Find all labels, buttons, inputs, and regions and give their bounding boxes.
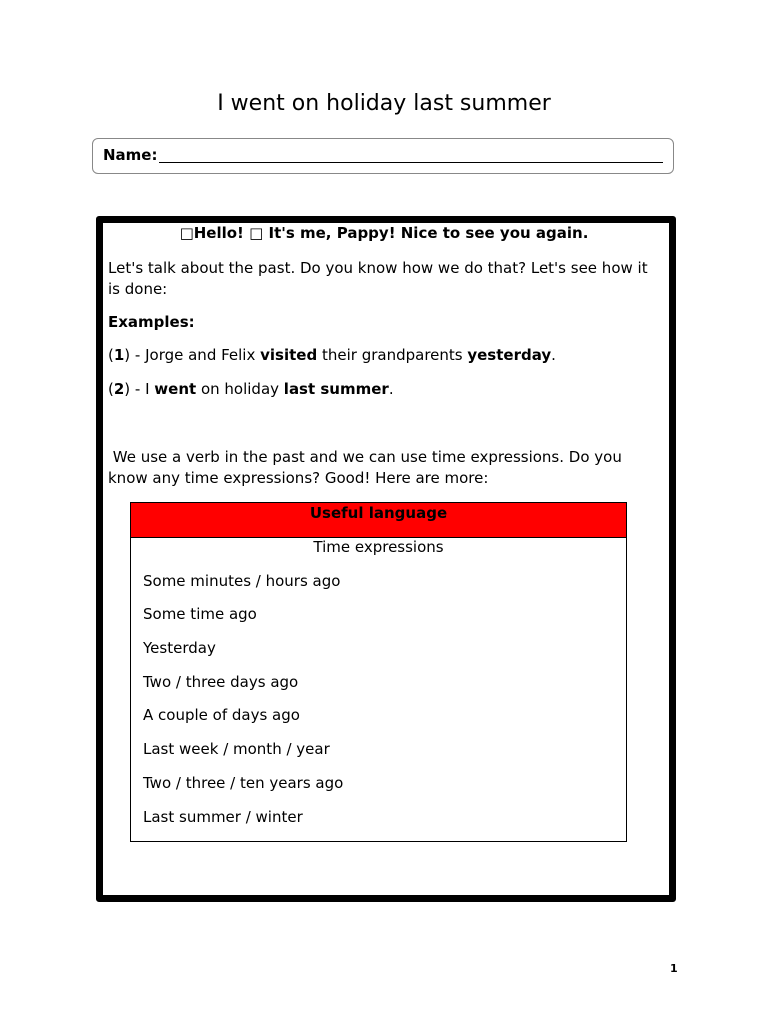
intro-text: Let's talk about the past. Do you know how we do that? Let's see how it is done: <box>108 259 648 298</box>
time-expression-item: Yesterday <box>143 639 216 657</box>
page-number: 1 <box>670 962 678 975</box>
useful-language-table <box>130 502 627 842</box>
example-2-number: 2 <box>113 380 125 398</box>
examples-heading: Examples: <box>108 313 195 331</box>
explanation-text: We use a verb in the past and we can use time expressions. Do you know any time expressions? Good! Here are more: <box>108 448 627 487</box>
page-title: I went on holiday last summer <box>217 91 551 116</box>
example-2-open: ( <box>108 380 114 398</box>
example-1 <box>108 345 658 366</box>
time-expression-item: Two / three / ten years ago <box>143 774 344 792</box>
table-subheader: Time expressions <box>313 538 444 556</box>
time-expression-item: Some time ago <box>143 605 257 623</box>
example-1-text-c: their grandparents <box>317 346 468 364</box>
example-2-verb: went <box>154 380 197 398</box>
time-expression-item: Two / three days ago <box>143 673 299 691</box>
time-expression-item: A couple of days ago <box>143 706 300 724</box>
example-2-text-c: on holiday <box>196 380 284 398</box>
example-2-end: . <box>388 380 394 398</box>
example-2 <box>108 379 658 400</box>
time-expression-item: Some minutes / hours ago <box>143 572 341 590</box>
example-1-verb: visited <box>260 346 318 364</box>
example-1-open: ( <box>108 346 114 364</box>
table-header: Useful language <box>131 503 626 538</box>
example-2-time: last summer <box>283 380 389 398</box>
example-1-text-a: ) - Jorge and Felix <box>124 346 261 364</box>
example-1-number: 1 <box>113 346 125 364</box>
greeting: □Hello! □ It's me, Pappy! Nice to see you again. <box>179 224 589 242</box>
example-1-time: yesterday <box>467 346 552 364</box>
time-expression-item: Last summer / winter <box>143 808 303 826</box>
time-expression-item: Last week / month / year <box>143 740 330 758</box>
example-1-end: . <box>551 346 556 364</box>
name-line[interactable] <box>159 162 663 163</box>
name-field-box <box>92 138 674 174</box>
name-label: Name: <box>103 146 158 164</box>
example-2-text-a: ) - I <box>124 380 155 398</box>
